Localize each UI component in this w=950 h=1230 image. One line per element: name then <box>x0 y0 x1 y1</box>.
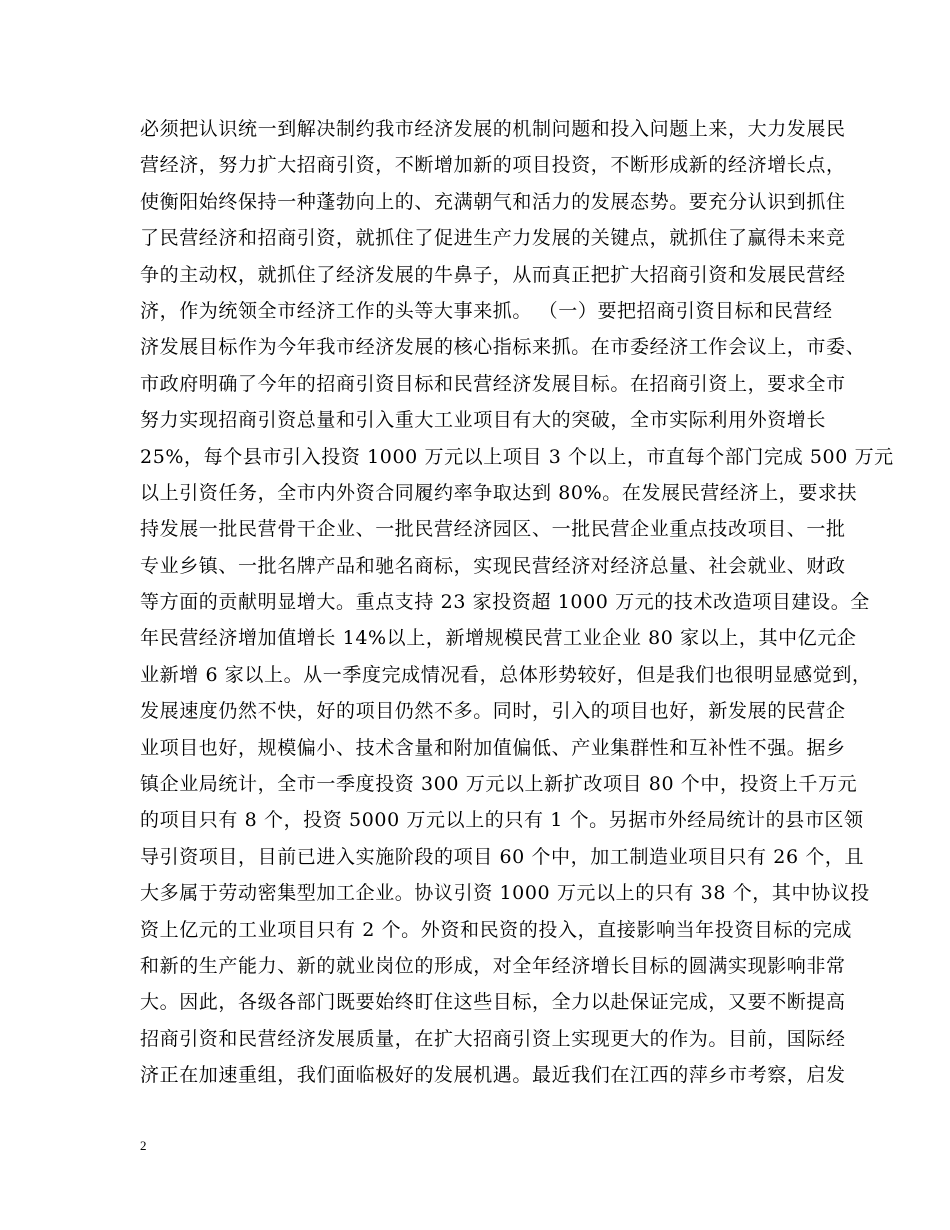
text-line: 努力实现招商引资总量和引入重大工业项目有大的突破，全市实际利用外资增长 <box>140 409 827 432</box>
text-line: 镇企业局统计，全市一季度投资 300 万元以上新扩改项目 80 个中，投资上千万元 <box>140 773 858 796</box>
text-line: 25%，每个县市引入投资 1000 万元以上项目 3 个以上，市直每个部门完成 500 万元 <box>140 445 894 468</box>
text-line: 业项目也好，规模偏小、技术含量和附加值偏低、产业集群性和互补性不强。据乡 <box>140 736 846 759</box>
text-line: 大。因此，各级各部门既要始终盯住这些目标，全力以赴保证完成，又要不断提高 <box>140 991 846 1014</box>
text-line: 使衡阳始终保持一种蓬勃向上的、充满朝气和活力的发展态势。要充分认识到抓住 <box>140 190 846 213</box>
text-line: 大多属于劳动密集型加工企业。协议引资 1000 万元以上的只有 38 个，其中协议投 <box>140 882 870 905</box>
text-line: 招商引资和民营经济发展质量，在扩大招商引资上实现更大的作为。目前，国际经 <box>140 1027 846 1050</box>
text-line: 的项目只有 8 个，投资 5000 万元以上的只有 1 个。另据市外经局统计的县市区领 <box>140 809 864 832</box>
text-line: 专业乡镇、一批名牌产品和驰名商标，实现民营经济对经济总量、社会就业、财政 <box>140 554 846 577</box>
page-number: 2 <box>140 1138 147 1153</box>
text-line: 和新的生产能力、新的就业岗位的形成，对全年经济增长目标的圆满实现影响非常 <box>140 954 846 977</box>
text-line: 济，作为统领全市经济工作的头等大事来抓。 （一）要把招商引资目标和民营经 <box>140 299 833 322</box>
text-line: 济发展目标作为今年我市经济发展的核心指标来抓。在市委经济工作会议上，市委、 <box>140 336 866 359</box>
text-line: 了民营经济和招商引资，就抓住了促进生产力发展的关键点，就抓住了赢得未来竞 <box>140 227 846 250</box>
text-line: 营经济，努力扩大招商引资，不断增加新的项目投资，不断形成新的经济增长点， <box>140 154 846 177</box>
text-line: 必须把认识统一到解决制约我市经济发展的机制问题和投入问题上来，大力发展民 <box>140 118 846 140</box>
text-line: 等方面的贡献明显增大。重点支持 23 家投资超 1000 万元的技术改造项目建设。全 <box>140 591 870 614</box>
body-text <box>140 111 894 1094</box>
text-line: 资上亿元的工业项目只有 2 个。外资和民资的投入，直接影响当年投资目标的完成 <box>140 918 852 941</box>
text-line: 年民营经济增加值增长 14%以上，新增规模民营工业企业 80 家以上，其中亿元企 <box>140 627 857 650</box>
text-line: 以上引资任务，全市内外资合同履约率争取达到 80%。在发展民营经济上，要求扶 <box>140 481 858 504</box>
text-line: 持发展一批民营骨干企业、一批民营经济园区、一批民营企业重点技改项目、一批 <box>140 518 846 541</box>
text-line: 发展速度仍然不快，好的项目仍然不多。同时，引入的项目也好，新发展的民营企 <box>140 700 846 723</box>
text-line: 市政府明确了今年的招商引资目标和民营经济发展目标。在招商引资上，要求全市 <box>140 372 846 395</box>
text-line: 导引资项目，目前已进入实施阶段的项目 60 个中，加工制造业项目只有 26 个，且 <box>140 845 865 868</box>
text-line: 争的主动权，就抓住了经济发展的牛鼻子，从而真正把扩大招商引资和发展民营经 <box>140 263 846 286</box>
text-line: 济正在加速重组，我们面临极好的发展机遇。最近我们在江西的萍乡市考察，启发 <box>140 1064 846 1087</box>
text-line: 业新增 6 家以上。从一季度完成情况看，总体形势较好，但是我们也很明显感觉到， <box>140 663 872 686</box>
